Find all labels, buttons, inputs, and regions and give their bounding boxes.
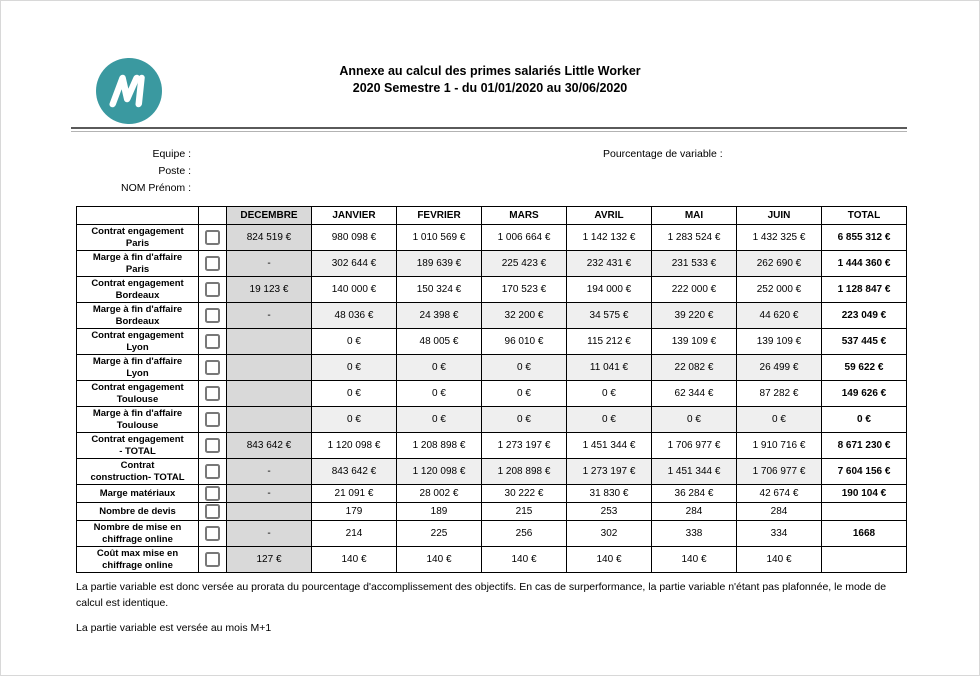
footer-note-1: La partie variable est donc versée au prorata du pourcentage d'accomplissement des objectifs. En cas de surperformance, la partie variable n'étant pas plafonnée, le mode de calcul est identique. [76, 581, 887, 609]
table-row [77, 433, 907, 459]
cell-value: 26 499 € [737, 355, 822, 381]
row-checkbox[interactable] [205, 360, 220, 375]
row-checkbox-cell [199, 459, 227, 485]
cell-value: 22 082 € [652, 355, 737, 381]
header-juin: JUIN [737, 207, 822, 225]
row-checkbox[interactable] [205, 464, 220, 479]
row-checkbox-cell [199, 381, 227, 407]
cell-value: 262 690 € [737, 251, 822, 277]
cell-value: 0 € [397, 407, 482, 433]
row-checkbox-cell [199, 303, 227, 329]
cell-value: 302 [567, 521, 652, 547]
table-row [77, 407, 907, 433]
cell-decembre: - [227, 303, 312, 329]
cell-total: 0 € [822, 407, 907, 433]
cell-value: 1 706 977 € [652, 433, 737, 459]
cell-value: 140 000 € [312, 277, 397, 303]
table-body [77, 225, 907, 573]
cell-value: 980 098 € [312, 225, 397, 251]
table-row [77, 503, 907, 521]
row-checkbox-cell [199, 277, 227, 303]
cell-value: 11 041 € [567, 355, 652, 381]
row-checkbox-cell [199, 433, 227, 459]
cell-value: 1 432 325 € [737, 225, 822, 251]
cell-value: 231 533 € [652, 251, 737, 277]
cell-value: 39 220 € [652, 303, 737, 329]
poste-label: Poste : [158, 165, 191, 177]
row-checkbox[interactable] [205, 412, 220, 427]
cell-value: 32 200 € [482, 303, 567, 329]
row-checkbox-cell [199, 547, 227, 573]
cell-value: 179 [312, 503, 397, 521]
row-label: Nombre de devis [77, 503, 199, 521]
cell-value: 140 € [312, 547, 397, 573]
cell-value: 0 € [312, 381, 397, 407]
cell-value: 1 273 197 € [567, 459, 652, 485]
row-checkbox-cell [199, 355, 227, 381]
row-label: Coût max mise en chiffrage online [77, 547, 199, 573]
document-title [1, 63, 979, 97]
cell-value: 0 € [482, 407, 567, 433]
cell-value: 1 006 664 € [482, 225, 567, 251]
cell-total [822, 503, 907, 521]
cell-total: 7 604 156 € [822, 459, 907, 485]
header-mai: MAI [652, 207, 737, 225]
cell-value: 0 € [397, 381, 482, 407]
row-checkbox[interactable] [205, 308, 220, 323]
cell-value: 1 120 098 € [312, 433, 397, 459]
cell-value: 0 € [312, 355, 397, 381]
header-empty-checkbox [199, 207, 227, 225]
row-checkbox-cell [199, 485, 227, 503]
cell-value: 1 208 898 € [482, 459, 567, 485]
cell-decembre [227, 407, 312, 433]
row-checkbox[interactable] [205, 438, 220, 453]
cell-decembre: - [227, 485, 312, 503]
cell-value: 1 142 132 € [567, 225, 652, 251]
cell-value: 252 000 € [737, 277, 822, 303]
cell-value: 30 222 € [482, 485, 567, 503]
cell-value: 140 € [652, 547, 737, 573]
cell-value: 140 € [397, 547, 482, 573]
row-label: Marge à fin d'affaire Bordeaux [77, 303, 199, 329]
row-checkbox[interactable] [205, 282, 220, 297]
cell-value: 140 € [567, 547, 652, 573]
row-checkbox-cell [199, 225, 227, 251]
row-label: Contrat engagement Paris [77, 225, 199, 251]
cell-value: 1 283 524 € [652, 225, 737, 251]
header-divider [71, 127, 907, 132]
cell-decembre [227, 329, 312, 355]
cell-value: 140 € [482, 547, 567, 573]
header-fevrier: FEVRIER [397, 207, 482, 225]
row-label: Marge à fin d'affaire Paris [77, 251, 199, 277]
cell-decembre [227, 355, 312, 381]
cell-value: 139 109 € [737, 329, 822, 355]
title-line-1: Annexe au calcul des primes salariés Little Worker [339, 64, 641, 78]
cell-value: 0 € [737, 407, 822, 433]
cell-value: 1 010 569 € [397, 225, 482, 251]
table-row [77, 485, 907, 503]
cell-decembre [227, 381, 312, 407]
cell-value: 214 [312, 521, 397, 547]
table-row [77, 329, 907, 355]
header-janvier: JANVIER [312, 207, 397, 225]
cell-value: 1 451 344 € [652, 459, 737, 485]
cell-value: 34 575 € [567, 303, 652, 329]
cell-value: 24 398 € [397, 303, 482, 329]
table-header-row [77, 207, 907, 225]
cell-decembre: 127 € [227, 547, 312, 573]
row-label: Marge à fin d'affaire Toulouse [77, 407, 199, 433]
cell-value: 115 212 € [567, 329, 652, 355]
cell-value: 843 642 € [312, 459, 397, 485]
cell-value: 140 € [737, 547, 822, 573]
table-row [77, 355, 907, 381]
row-label: Nombre de mise en chiffrage online [77, 521, 199, 547]
cell-decembre: 824 519 € [227, 225, 312, 251]
cell-value: 28 002 € [397, 485, 482, 503]
cell-value: 150 324 € [397, 277, 482, 303]
table-row [77, 459, 907, 485]
row-checkbox-cell [199, 503, 227, 521]
pourcentage-variable-label: Pourcentage de variable : [603, 148, 723, 160]
cell-total: 537 445 € [822, 329, 907, 355]
cell-value: 1 273 197 € [482, 433, 567, 459]
cell-decembre: 843 642 € [227, 433, 312, 459]
cell-total: 1668 [822, 521, 907, 547]
cell-decembre: - [227, 521, 312, 547]
header-decembre: DECEMBRE [227, 207, 312, 225]
table-row [77, 225, 907, 251]
cell-value: 1 208 898 € [397, 433, 482, 459]
cell-value: 31 830 € [567, 485, 652, 503]
cell-decembre: - [227, 459, 312, 485]
cell-value: 96 010 € [482, 329, 567, 355]
cell-value: 1 910 716 € [737, 433, 822, 459]
cell-value: 225 [397, 521, 482, 547]
cell-total: 59 622 € [822, 355, 907, 381]
footer-note-2: La partie variable est versée au mois M+1 [76, 621, 272, 634]
cell-value: 0 € [482, 381, 567, 407]
header-mars: MARS [482, 207, 567, 225]
cell-value: 0 € [312, 329, 397, 355]
row-checkbox[interactable] [205, 230, 220, 245]
cell-value: 21 091 € [312, 485, 397, 503]
cell-total: 8 671 230 € [822, 433, 907, 459]
primes-table [76, 206, 907, 573]
cell-value: 253 [567, 503, 652, 521]
cell-value: 44 620 € [737, 303, 822, 329]
row-checkbox-cell [199, 251, 227, 277]
row-checkbox-cell [199, 521, 227, 547]
cell-decembre [227, 503, 312, 521]
table-row [77, 303, 907, 329]
cell-value: 1 451 344 € [567, 433, 652, 459]
cell-value: 62 344 € [652, 381, 737, 407]
cell-value: 0 € [567, 381, 652, 407]
cell-value: 1 120 098 € [397, 459, 482, 485]
cell-total: 190 104 € [822, 485, 907, 503]
cell-value: 222 000 € [652, 277, 737, 303]
cell-value: 36 284 € [652, 485, 737, 503]
row-checkbox-cell [199, 407, 227, 433]
title-line-2: 2020 Semestre 1 - du 01/01/2020 au 30/06/2020 [352, 81, 628, 95]
cell-value: 284 [652, 503, 737, 521]
cell-value: 232 431 € [567, 251, 652, 277]
row-checkbox[interactable] [205, 334, 220, 349]
footer-notes [76, 580, 914, 636]
cell-value: 0 € [312, 407, 397, 433]
cell-value: 87 282 € [737, 381, 822, 407]
cell-value: 189 639 € [397, 251, 482, 277]
row-checkbox[interactable] [205, 526, 220, 541]
nom-prenom-label: NOM Prénom : [120, 182, 191, 194]
row-checkbox[interactable] [205, 386, 220, 401]
cell-value: 284 [737, 503, 822, 521]
cell-total: 1 128 847 € [822, 277, 907, 303]
row-label: Contrat engagement Toulouse [77, 381, 199, 407]
table-row [77, 381, 907, 407]
row-label: Marge à fin d'affaire Lyon [77, 355, 199, 381]
cell-total: 223 049 € [822, 303, 907, 329]
cell-value: 338 [652, 521, 737, 547]
cell-total: 1 444 360 € [822, 251, 907, 277]
cell-value: 225 423 € [482, 251, 567, 277]
cell-value: 0 € [482, 355, 567, 381]
cell-value: 139 109 € [652, 329, 737, 355]
row-label: Contrat engagement - TOTAL [77, 433, 199, 459]
header-total: TOTAL [822, 207, 907, 225]
table-row [77, 251, 907, 277]
table-row [77, 277, 907, 303]
row-label: Contrat engagement Bordeaux [77, 277, 199, 303]
row-label: Contrat engagement Lyon [77, 329, 199, 355]
cell-decembre: 19 123 € [227, 277, 312, 303]
cell-value: 0 € [567, 407, 652, 433]
cell-total: 6 855 312 € [822, 225, 907, 251]
cell-value: 334 [737, 521, 822, 547]
cell-value: 189 [397, 503, 482, 521]
cell-value: 48 005 € [397, 329, 482, 355]
equipe-label: Equipe : [152, 148, 191, 160]
cell-value: 215 [482, 503, 567, 521]
cell-decembre: - [227, 251, 312, 277]
table-row [77, 521, 907, 547]
header-empty-label [77, 207, 199, 225]
cell-value: 48 036 € [312, 303, 397, 329]
cell-total: 149 626 € [822, 381, 907, 407]
cell-value: 170 523 € [482, 277, 567, 303]
row-checkbox[interactable] [205, 552, 220, 567]
cell-value: 0 € [652, 407, 737, 433]
row-label: Contrat construction- TOTAL [77, 459, 199, 485]
row-checkbox[interactable] [205, 486, 220, 501]
cell-value: 1 706 977 € [737, 459, 822, 485]
cell-value: 256 [482, 521, 567, 547]
row-checkbox[interactable] [205, 256, 220, 271]
cell-value: 302 644 € [312, 251, 397, 277]
cell-total [822, 547, 907, 573]
row-checkbox[interactable] [205, 504, 220, 519]
cell-value: 42 674 € [737, 485, 822, 503]
row-label: Marge matériaux [77, 485, 199, 503]
header-avril: AVRIL [567, 207, 652, 225]
table-row [77, 547, 907, 573]
cell-value: 194 000 € [567, 277, 652, 303]
cell-value: 0 € [397, 355, 482, 381]
row-checkbox-cell [199, 329, 227, 355]
